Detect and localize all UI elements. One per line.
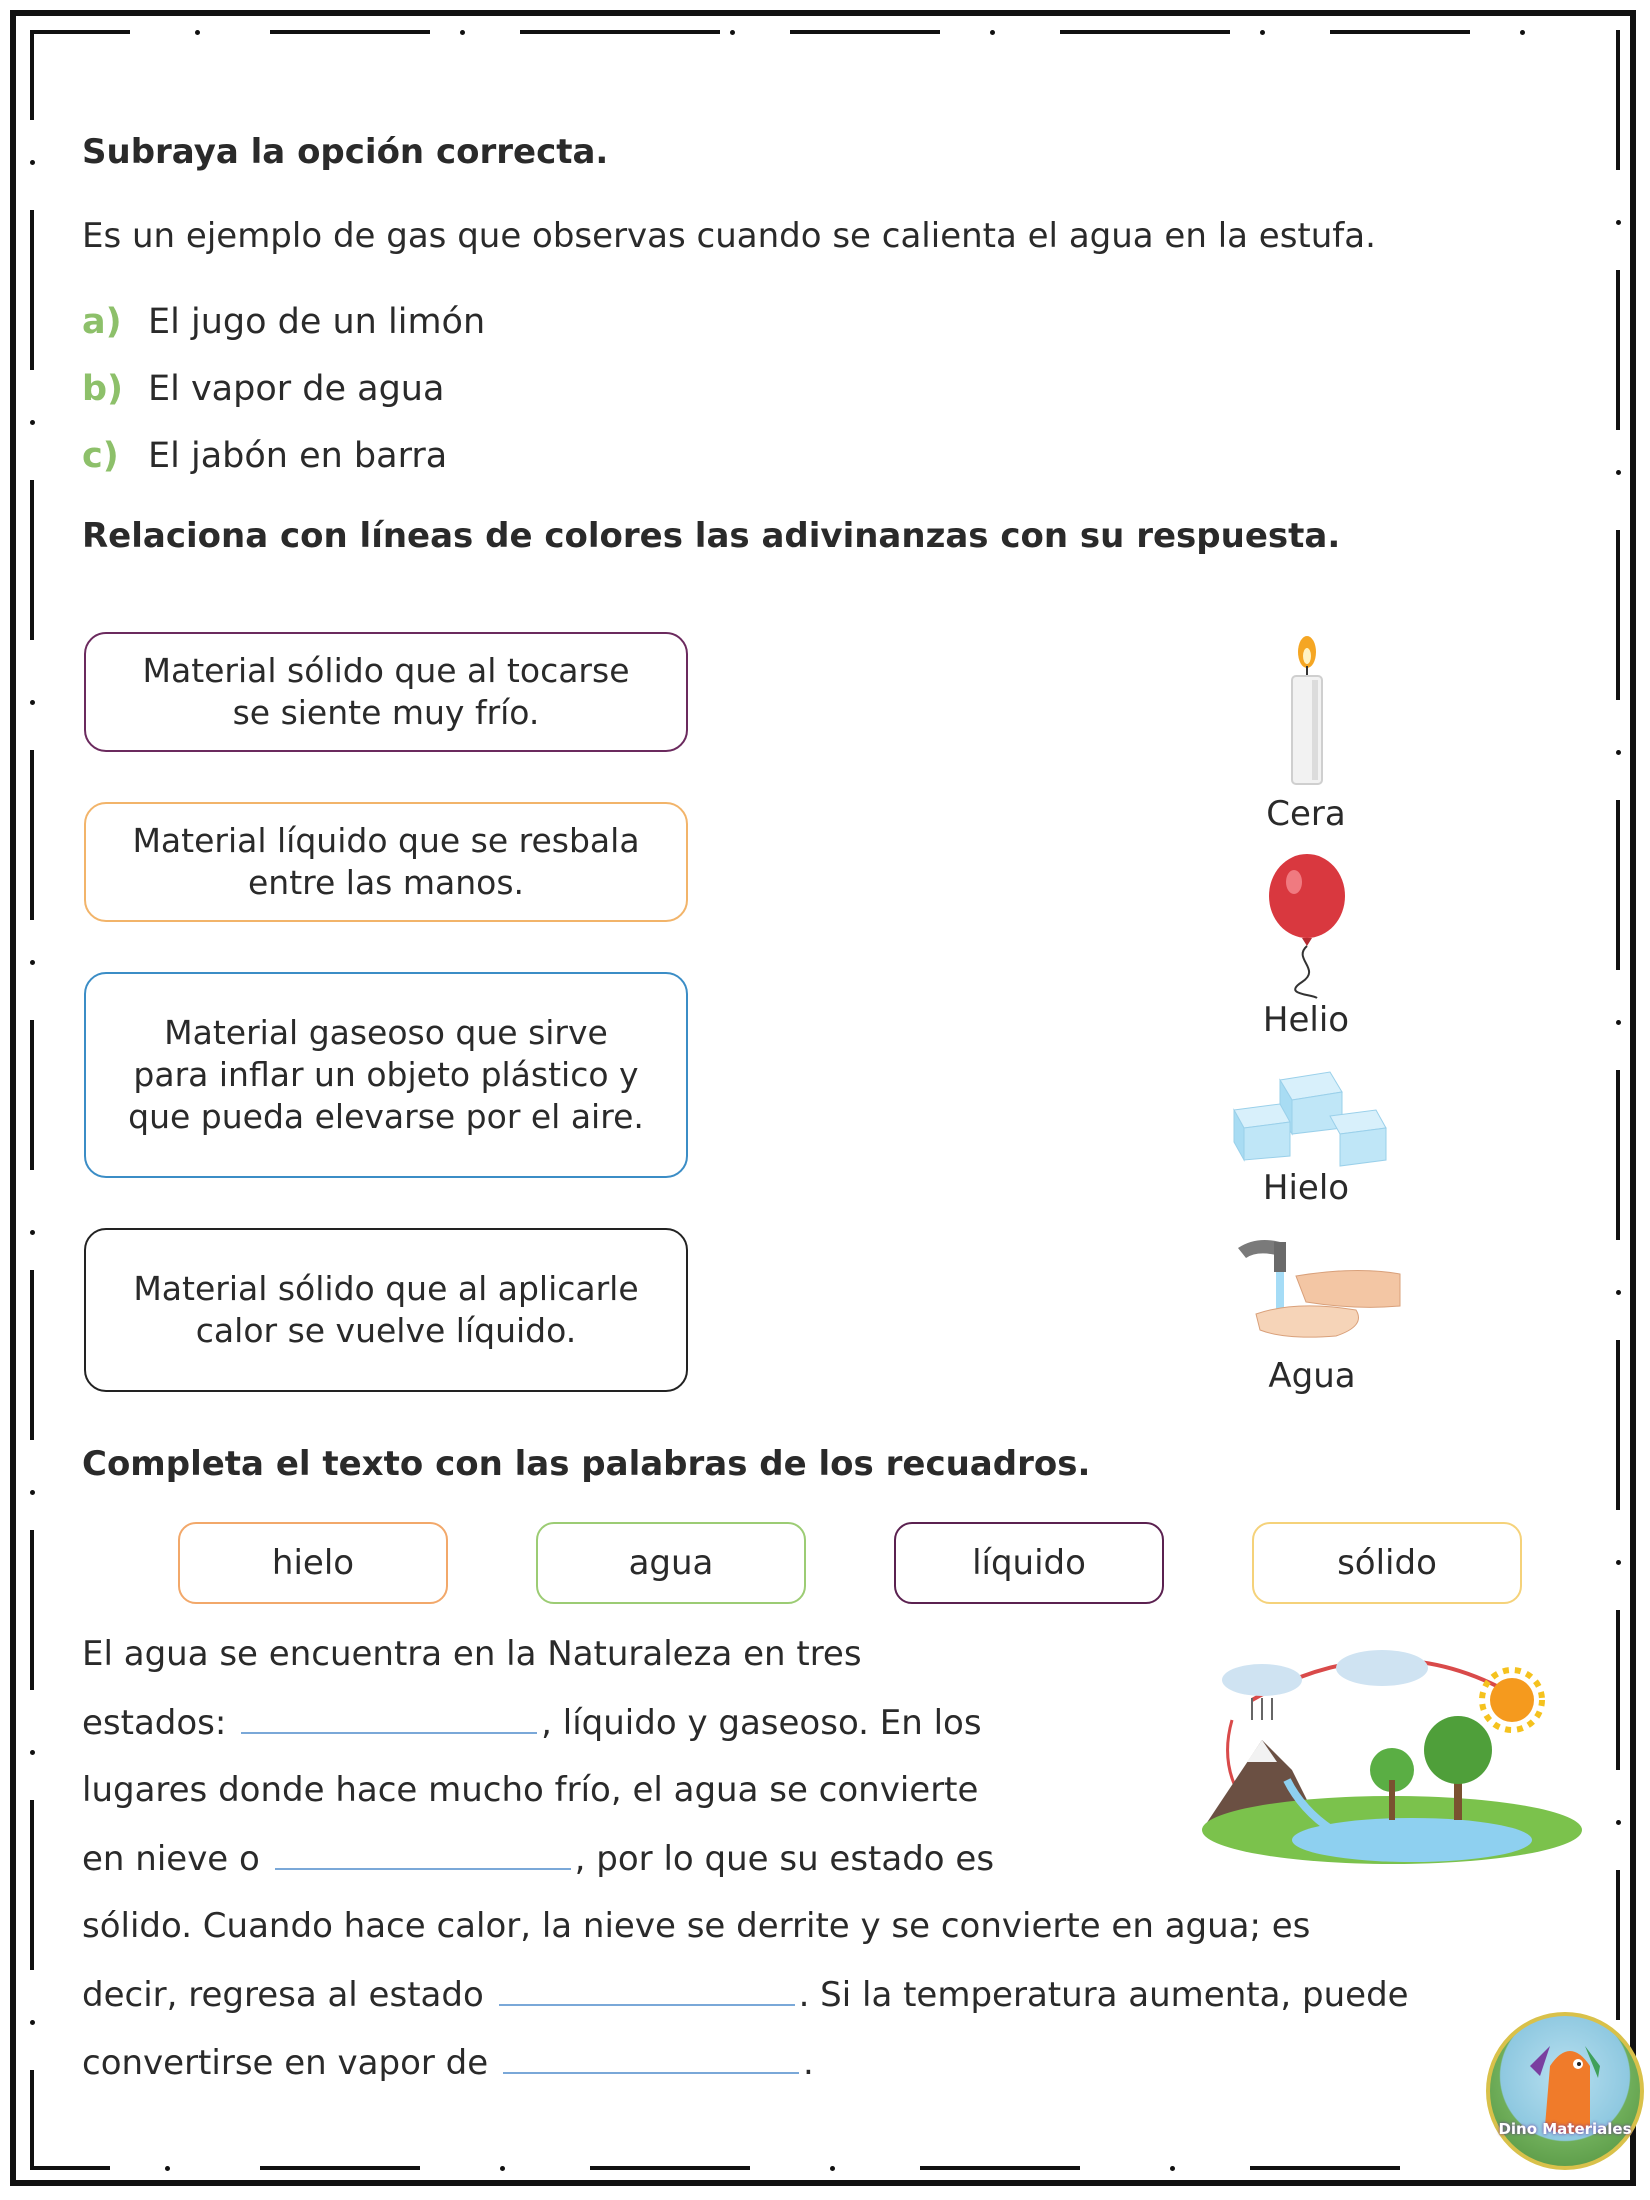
logo-text: Dino Materiales	[1498, 2120, 1632, 2138]
frame-dot	[500, 2166, 505, 2171]
option-letter: c)	[82, 436, 119, 476]
frame-dot	[730, 30, 735, 35]
option-c[interactable]	[82, 436, 447, 476]
word-box-liquido[interactable]	[894, 1522, 1164, 1604]
frame-dot	[30, 700, 35, 705]
frame-dot	[30, 1490, 35, 1495]
paragraph-fragment: . Si la temperatura aumenta, puede	[798, 1975, 1409, 2015]
frame-dash	[1616, 1070, 1620, 1240]
section1-heading: Subraya la opción correcta.	[82, 132, 609, 172]
option-text: El jabón en barra	[148, 436, 448, 476]
paragraph-line	[82, 2042, 814, 2083]
frame-dash	[30, 1020, 34, 1170]
frame-dot	[460, 30, 465, 35]
frame-dot	[1616, 1560, 1621, 1565]
frame-dash	[1330, 30, 1470, 34]
frame-dash	[30, 1270, 34, 1440]
frame-dot	[30, 1750, 35, 1755]
paragraph-line: lugares donde hace mucho frío, el agua se convierte	[82, 1770, 979, 1810]
balloon-icon	[1262, 854, 1352, 1000]
frame-dash	[1060, 30, 1230, 34]
option-text: El vapor de agua	[148, 369, 445, 409]
frame-dash	[270, 30, 430, 34]
paragraph-fragment: .	[802, 2043, 814, 2083]
riddle-text: Material líquido que se resbala entre las manos.	[132, 821, 640, 902]
frame-dash	[1250, 2166, 1400, 2170]
word-text: sólido	[1337, 1543, 1437, 1583]
frame-dot	[1520, 30, 1525, 35]
tap-water-hands-icon	[1236, 1236, 1406, 1356]
paragraph-line: El agua se encuentra en la Naturaleza en tres	[82, 1634, 862, 1674]
candle-icon	[1262, 630, 1352, 790]
section2-heading: Relaciona con líneas de colores las adivinanzas con su respuesta.	[82, 516, 1341, 556]
option-a[interactable]	[82, 302, 485, 342]
frame-dash	[1616, 530, 1620, 700]
frame-dot	[1616, 470, 1621, 475]
riddle-box-1[interactable]	[84, 632, 688, 752]
frame-dot	[1260, 30, 1265, 35]
frame-dot	[1616, 220, 1621, 225]
fill-blank-1[interactable]	[241, 1702, 537, 1734]
word-text: líquido	[972, 1543, 1086, 1583]
word-box-solido[interactable]	[1252, 1522, 1522, 1604]
option-b[interactable]	[82, 369, 444, 409]
paragraph-fragment: estados:	[82, 1703, 227, 1743]
frame-dash	[30, 2070, 34, 2170]
frame-dash	[30, 30, 130, 34]
word-text: hielo	[271, 1543, 355, 1583]
frame-dot	[990, 30, 995, 35]
frame-dash	[1616, 30, 1620, 170]
answer-helio[interactable]: Helio	[1262, 1000, 1350, 1040]
paragraph-line	[82, 1838, 994, 1879]
fill-blank-3[interactable]	[499, 1974, 795, 2006]
dino-icon	[1490, 2016, 1640, 2166]
paragraph-fragment: , líquido y gaseoso. En los	[541, 1703, 982, 1743]
paragraph-line: sólido. Cuando hace calor, la nieve se derrite y se convierte en agua; es	[82, 1906, 1311, 1946]
riddle-box-4[interactable]	[84, 1228, 688, 1392]
frame-dot	[30, 160, 35, 165]
frame-dash	[590, 2166, 750, 2170]
frame-dash	[1616, 270, 1620, 430]
frame-dot	[1170, 2166, 1175, 2171]
paragraph-line	[82, 1702, 982, 1743]
fill-blank-2[interactable]	[275, 1838, 571, 1870]
fill-blank-4[interactable]	[503, 2042, 799, 2074]
frame-dash	[920, 2166, 1080, 2170]
section3-heading: Completa el texto con las palabras de los recuadros.	[82, 1444, 1091, 1484]
frame-dash	[30, 30, 34, 120]
frame-dash	[520, 30, 720, 34]
option-letter: b)	[82, 369, 124, 409]
riddle-text: Material gaseoso que sirve para inflar un objeto plástico y que pueda elevarse por el aire.	[128, 1013, 644, 1136]
frame-dot	[830, 2166, 835, 2171]
frame-dot	[1616, 750, 1621, 755]
dino-materiales-logo	[1486, 2012, 1644, 2170]
frame-dot	[30, 2020, 35, 2025]
paragraph-fragment: , por lo que su estado es	[574, 1839, 995, 1879]
ice-cubes-icon	[1230, 1070, 1390, 1170]
frame-dash	[30, 2166, 110, 2170]
frame-dash	[260, 2166, 420, 2170]
word-box-hielo[interactable]	[178, 1522, 448, 1604]
frame-dash	[30, 1530, 34, 1690]
riddle-box-2[interactable]	[84, 802, 688, 922]
frame-dash	[30, 750, 34, 920]
frame-dot	[165, 2166, 170, 2171]
answer-agua[interactable]: Agua	[1268, 1356, 1356, 1396]
frame-dot	[195, 30, 200, 35]
paragraph-fragment: en nieve o	[82, 1839, 260, 1879]
option-letter: a)	[82, 302, 122, 342]
frame-dash	[1616, 1340, 1620, 1510]
paragraph-line	[82, 1974, 1409, 2015]
frame-dash	[1616, 800, 1620, 970]
frame-dot	[1616, 1290, 1621, 1295]
frame-dash	[30, 210, 34, 370]
riddle-text: Material sólido que al tocarse se siente muy frío.	[142, 651, 630, 732]
paragraph-fragment: convertirse en vapor de	[82, 2043, 489, 2083]
frame-dot	[1616, 1020, 1621, 1025]
paragraph-fragment: decir, regresa al estado	[82, 1975, 484, 2015]
frame-dot	[30, 420, 35, 425]
frame-dash	[1616, 1610, 1620, 1770]
frame-dash	[30, 480, 34, 640]
frame-dot	[1616, 1820, 1621, 1825]
word-text: agua	[628, 1543, 714, 1583]
frame-dash	[1616, 1870, 1620, 2020]
frame-dot	[30, 1230, 35, 1235]
answer-cera[interactable]: Cera	[1266, 794, 1346, 834]
frame-dash	[30, 1800, 34, 1970]
frame-dash	[790, 30, 940, 34]
water-cycle-illustration	[1192, 1640, 1592, 1870]
answer-hielo[interactable]: Hielo	[1262, 1168, 1350, 1208]
frame-dot	[30, 960, 35, 965]
riddle-box-3[interactable]	[84, 972, 688, 1178]
word-box-agua[interactable]	[536, 1522, 806, 1604]
option-text: El jugo de un limón	[148, 302, 486, 342]
section1-question: Es un ejemplo de gas que observas cuando se calienta el agua en la estufa.	[82, 216, 1376, 256]
riddle-text: Material sólido que al aplicarle calor se vuelve líquido.	[133, 1269, 639, 1350]
